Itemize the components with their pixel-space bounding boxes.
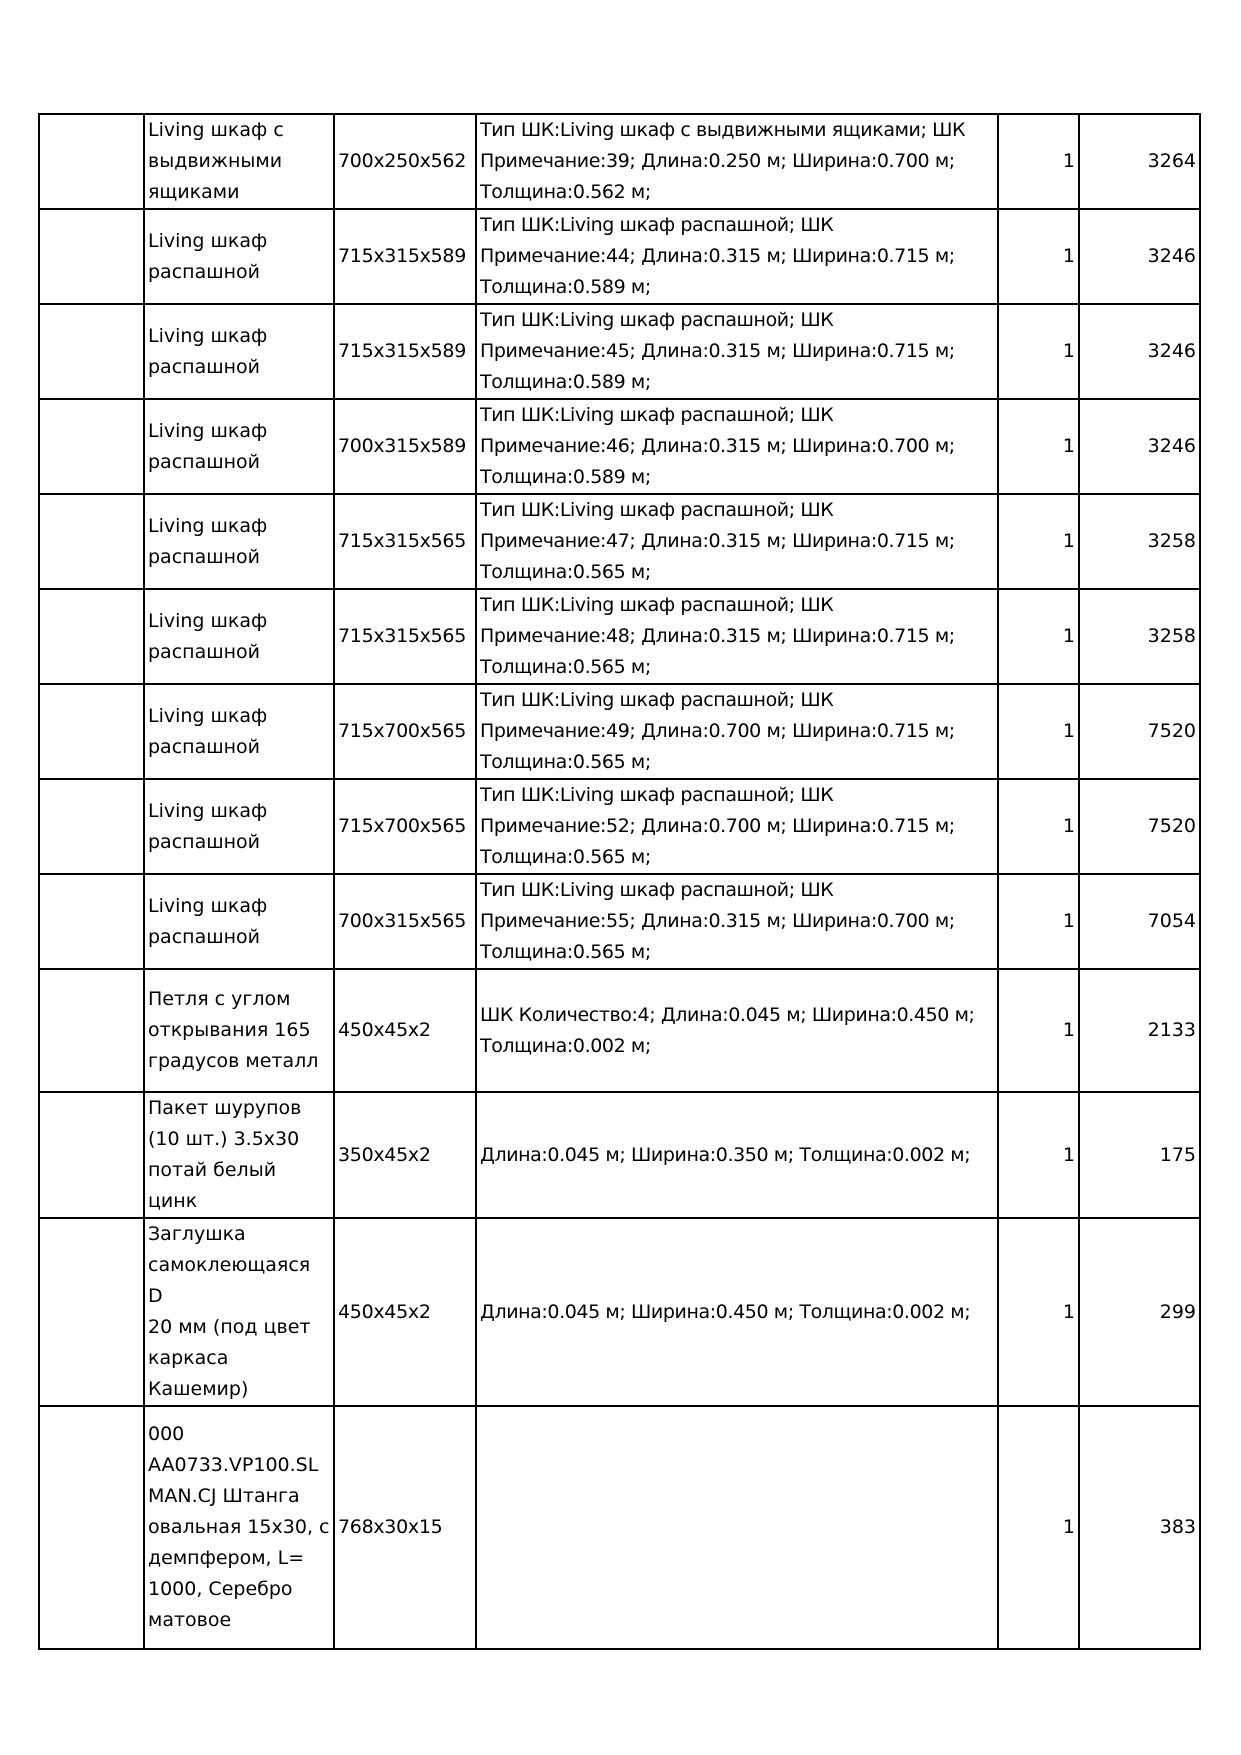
item-quantity-cell: 1	[998, 399, 1079, 494]
item-quantity-cell: 1	[998, 1406, 1079, 1649]
specification-table-body	[39, 114, 1200, 1649]
item-quantity-cell: 1	[998, 209, 1079, 304]
item-size-cell: 450x45x2	[334, 969, 476, 1092]
item-description-cell: Тип ШК:Living шкаф распашной; ШК Примечание:55; Длина:0.315 м; Ширина:0.700 м; Толщина:0.565 м;	[476, 874, 998, 969]
item-quantity-cell: 1	[998, 304, 1079, 399]
table-row	[39, 779, 1200, 874]
item-size-cell: 715x315x589	[334, 209, 476, 304]
item-description-cell: Тип ШК:Living шкаф распашной; ШК Примечание:48; Длина:0.315 м; Ширина:0.715 м; Толщина:0.565 м;	[476, 589, 998, 684]
item-name-cell: Living шкаф распашной	[144, 494, 334, 589]
item-name-cell: Living шкаф распашной	[144, 589, 334, 684]
row-index-cell	[39, 209, 144, 304]
item-name-cell: Living шкаф распашной	[144, 874, 334, 969]
table-row	[39, 1092, 1200, 1218]
row-index-cell	[39, 684, 144, 779]
item-price-cell: 2133	[1079, 969, 1200, 1092]
row-index-cell	[39, 494, 144, 589]
row-index-cell	[39, 304, 144, 399]
item-price-cell: 3258	[1079, 494, 1200, 589]
item-size-cell: 715x315x565	[334, 494, 476, 589]
item-size-cell: 450x45x2	[334, 1218, 476, 1406]
table-row	[39, 684, 1200, 779]
table-row	[39, 114, 1200, 209]
item-quantity-cell: 1	[998, 494, 1079, 589]
item-size-cell: 350x45x2	[334, 1092, 476, 1218]
table-row	[39, 304, 1200, 399]
specification-table	[38, 113, 1201, 1650]
item-description-cell: Тип ШК:Living шкаф распашной; ШК Примечание:45; Длина:0.315 м; Ширина:0.715 м; Толщина:0.589 м;	[476, 304, 998, 399]
item-name-cell: 000 AA0733.VP100.SL MAN.CJ Штанга овальная 15x30, с демпфером, L= 1000, Серебро матовое	[144, 1406, 334, 1649]
row-index-cell	[39, 399, 144, 494]
row-index-cell	[39, 1406, 144, 1649]
item-description-cell	[476, 1406, 998, 1649]
table-row	[39, 1218, 1200, 1406]
item-price-cell: 175	[1079, 1092, 1200, 1218]
item-size-cell: 768x30x15	[334, 1406, 476, 1649]
item-size-cell: 715x315x589	[334, 304, 476, 399]
item-size-cell: 715x700x565	[334, 684, 476, 779]
item-description-cell: Тип ШК:Living шкаф распашной; ШК Примечание:44; Длина:0.315 м; Ширина:0.715 м; Толщина:0.589 м;	[476, 209, 998, 304]
item-price-cell: 299	[1079, 1218, 1200, 1406]
item-size-cell: 700x315x589	[334, 399, 476, 494]
item-price-cell: 3246	[1079, 399, 1200, 494]
item-description-cell: Тип ШК:Living шкаф распашной; ШК Примечание:49; Длина:0.700 м; Ширина:0.715 м; Толщина:0.565 м;	[476, 684, 998, 779]
row-index-cell	[39, 589, 144, 684]
item-quantity-cell: 1	[998, 1092, 1079, 1218]
row-index-cell	[39, 114, 144, 209]
table-row	[39, 494, 1200, 589]
item-size-cell: 700x315x565	[334, 874, 476, 969]
item-name-cell: Living шкаф распашной	[144, 684, 334, 779]
item-name-cell: Living шкаф распашной	[144, 399, 334, 494]
item-size-cell: 715x700x565	[334, 779, 476, 874]
item-price-cell: 7520	[1079, 684, 1200, 779]
item-quantity-cell: 1	[998, 589, 1079, 684]
item-description-cell: Длина:0.045 м; Ширина:0.450 м; Толщина:0.002 м;	[476, 1218, 998, 1406]
item-price-cell: 3246	[1079, 209, 1200, 304]
item-description-cell: ШК Количество:4; Длина:0.045 м; Ширина:0.450 м; Толщина:0.002 м;	[476, 969, 998, 1092]
item-name-cell: Пакет шурупов (10 шт.) 3.5x30 потай белый цинк	[144, 1092, 334, 1218]
row-index-cell	[39, 1092, 144, 1218]
item-name-cell: Living шкаф распашной	[144, 304, 334, 399]
item-price-cell: 3246	[1079, 304, 1200, 399]
row-index-cell	[39, 1218, 144, 1406]
row-index-cell	[39, 874, 144, 969]
item-price-cell: 7054	[1079, 874, 1200, 969]
item-name-cell: Living шкаф с выдвижными ящиками	[144, 114, 334, 209]
item-quantity-cell: 1	[998, 779, 1079, 874]
item-quantity-cell: 1	[998, 684, 1079, 779]
item-description-cell: Тип ШК:Living шкаф распашной; ШК Примечание:52; Длина:0.700 м; Ширина:0.715 м; Толщина:0.565 м;	[476, 779, 998, 874]
item-name-cell: Living шкаф распашной	[144, 209, 334, 304]
item-quantity-cell: 1	[998, 969, 1079, 1092]
table-row	[39, 1406, 1200, 1649]
item-name-cell: Петля с углом открывания 165 градусов металл	[144, 969, 334, 1092]
item-price-cell: 7520	[1079, 779, 1200, 874]
item-price-cell: 3258	[1079, 589, 1200, 684]
row-index-cell	[39, 969, 144, 1092]
table-row	[39, 874, 1200, 969]
table-row	[39, 209, 1200, 304]
table-row	[39, 969, 1200, 1092]
item-description-cell: Тип ШК:Living шкаф распашной; ШК Примечание:46; Длина:0.315 м; Ширина:0.700 м; Толщина:0.589 м;	[476, 399, 998, 494]
table-row	[39, 589, 1200, 684]
item-name-cell: Заглушка самоклеющаяся D 20 мм (под цвет каркаса Кашемир)	[144, 1218, 334, 1406]
item-size-cell: 700x250x562	[334, 114, 476, 209]
item-quantity-cell: 1	[998, 1218, 1079, 1406]
item-description-cell: Длина:0.045 м; Ширина:0.350 м; Толщина:0.002 м;	[476, 1092, 998, 1218]
table-row	[39, 399, 1200, 494]
item-quantity-cell: 1	[998, 874, 1079, 969]
item-size-cell: 715x315x565	[334, 589, 476, 684]
item-quantity-cell: 1	[998, 114, 1079, 209]
item-description-cell: Тип ШК:Living шкаф с выдвижными ящиками; ШК Примечание:39; Длина:0.250 м; Ширина:0.700 м; Толщина:0.562 м;	[476, 114, 998, 209]
item-name-cell: Living шкаф распашной	[144, 779, 334, 874]
item-price-cell: 3264	[1079, 114, 1200, 209]
row-index-cell	[39, 779, 144, 874]
item-description-cell: Тип ШК:Living шкаф распашной; ШК Примечание:47; Длина:0.315 м; Ширина:0.715 м; Толщина:0.565 м;	[476, 494, 998, 589]
item-price-cell: 383	[1079, 1406, 1200, 1649]
